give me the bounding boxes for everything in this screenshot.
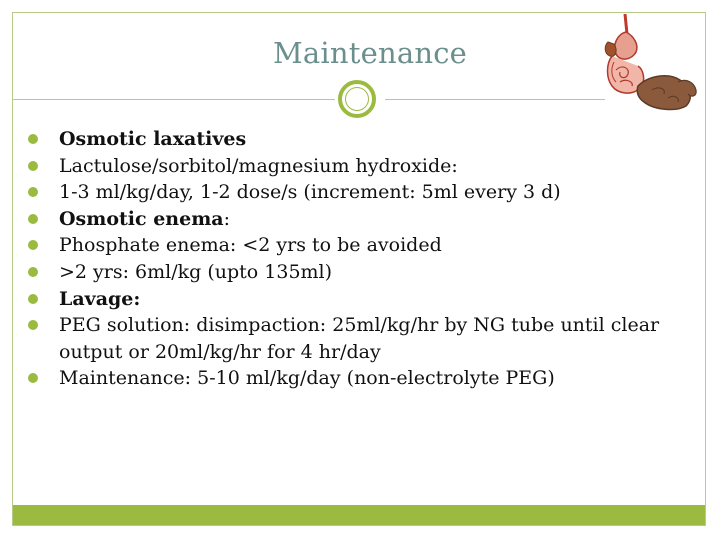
digestive-system-illustration	[598, 12, 702, 112]
bullet-item: PEG solution: disimpaction: 25ml/kg/hr by NG tube until clear output or 20ml/kg/hr for 4 hr/day	[24, 312, 700, 365]
footer-accent-bar	[13, 505, 705, 525]
bullet-item: Lactulose/sorbitol/magnesium hydroxide:	[24, 153, 700, 180]
bullet-item: Lavage:	[24, 286, 700, 313]
bullet-list	[24, 126, 700, 392]
bullet-item: 1-3 ml/kg/day, 1-2 dose/s (increment: 5ml every 3 d)	[24, 179, 700, 206]
bullet-item: Phosphate enema: <2 yrs to be avoided	[24, 232, 700, 259]
bullet-item: Osmotic laxatives	[24, 126, 700, 153]
title-divider-left	[13, 99, 335, 100]
slide-title: Maintenance	[273, 36, 467, 70]
bullet-item	[24, 206, 700, 233]
bullet-bold-part: Osmotic enema	[59, 207, 224, 230]
title-divider-right	[385, 99, 605, 100]
bullet-item: Maintenance: 5-10 ml/kg/day (non-electrolyte PEG)	[24, 365, 700, 392]
bullet-item: >2 yrs: 6ml/kg (upto 135ml)	[24, 259, 700, 286]
bullet-rest: :	[223, 207, 231, 230]
divider-ring-ornament	[338, 80, 376, 118]
